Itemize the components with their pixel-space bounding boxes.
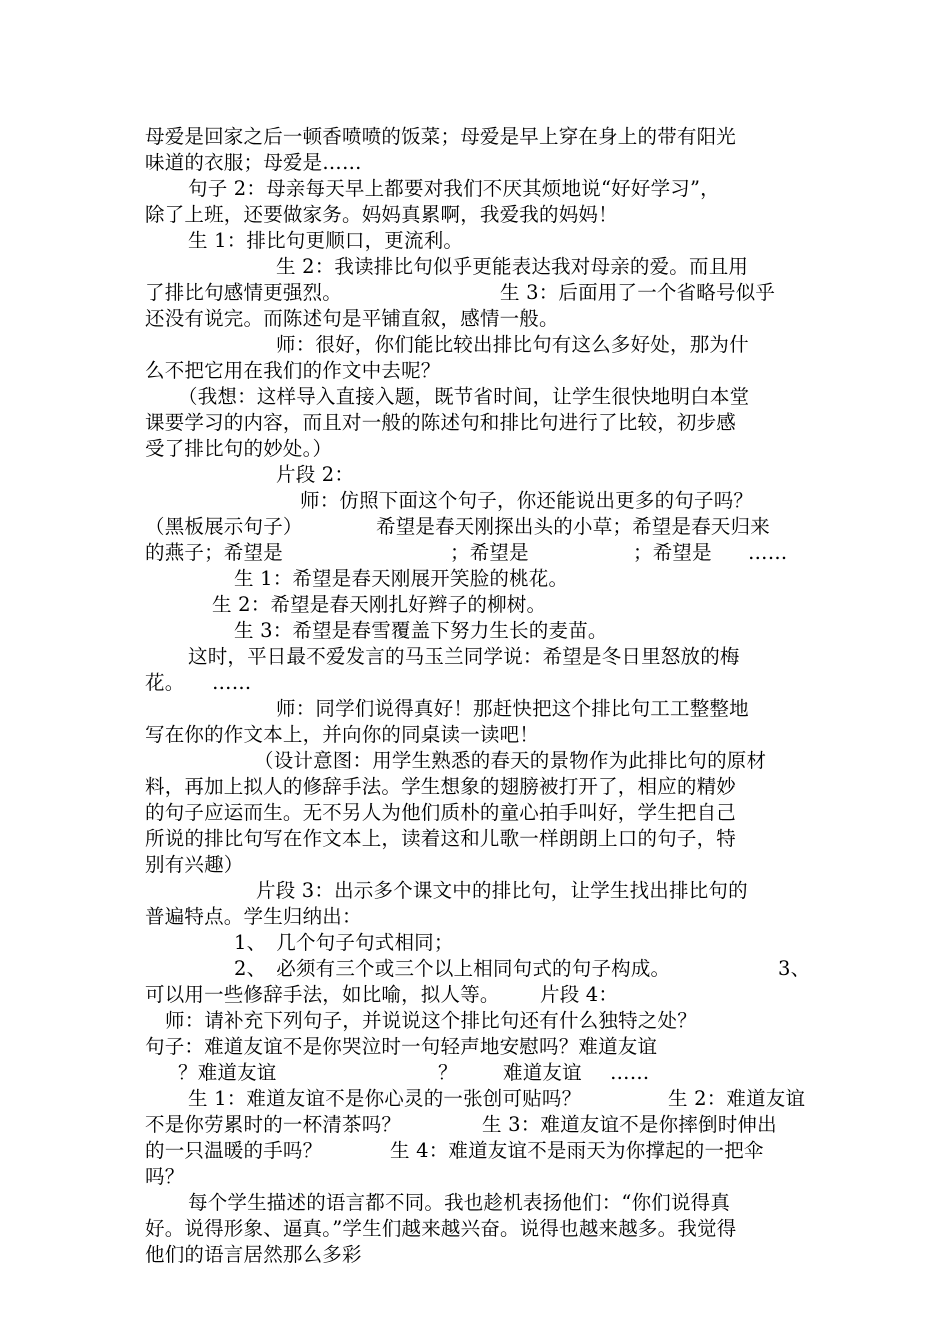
text-line: 每个学生描述的语言都不同。我也趁机表扬他们：“你们说得真 (188, 1191, 731, 1214)
text-line: 写在你的作文本上，并向你的同桌读一读吧！ (145, 723, 540, 746)
text-line: 师：很好，你们能比较出排比句有这么多好处，那为什 (276, 333, 749, 356)
text-line: 师：请补充下列句子，并说说这个排比句还有什么独特之处？ (165, 1009, 697, 1032)
text-line: 不是你劳累时的一杯清茶吗？ (145, 1113, 402, 1136)
text-line: 生 3：后面用了一个省略号似乎 (500, 281, 776, 304)
text-line: …… (748, 541, 788, 564)
text-line: 生 2：难道友谊 (668, 1087, 806, 1110)
text-line: 花。 (145, 671, 185, 694)
text-line: ？难道友谊 (178, 1061, 277, 1084)
text-line: ；希望是 (450, 541, 529, 564)
text-line: 生 3：难道友谊不是你摔倒时伸出 (482, 1113, 777, 1136)
text-line: ；希望是 (633, 541, 712, 564)
text-line: ？ (438, 1061, 458, 1084)
text-line: 难道友谊 (503, 1061, 582, 1084)
text-line: 除了上班，还要做家务。妈妈真累啊，我爱我的妈妈！ (145, 203, 618, 226)
text-line: 他们的语言居然那么多彩 (145, 1243, 362, 1266)
text-line: 的燕子；希望是 (145, 541, 283, 564)
text-line: 还没有说完。而陈述句是平铺直叙，感情一般。 (145, 307, 559, 330)
text-line: 生 1：排比句更顺口，更流利。 (188, 229, 464, 252)
text-line: 味道的衣服；母爱是…… (145, 151, 362, 174)
text-line: 么不把它用在我们的作文中去呢？ (145, 359, 441, 382)
text-line: 所说的排比句写在作文本上，读着这和儿歌一样朗朗上口的句子，特 (145, 827, 737, 850)
text-line: 普遍特点。学生归纳出： (145, 905, 362, 928)
text-line: （设计意图：用学生熟悉的春天的景物作为此排比句的原材 (254, 749, 767, 772)
text-line: 课要学习的内容，而且对一般的陈述句和排比句进行了比较，初步感 (145, 411, 737, 434)
text-line: 希望是春天刚探出头的小草；希望是春天归来 (376, 515, 771, 538)
text-line: 可以用一些修辞手法，如比喻，拟人等。 (145, 983, 500, 1006)
text-line: 3、 (778, 957, 811, 980)
text-line: （黑板展示句子） (145, 515, 303, 538)
text-line: 的句子应运而生。无不另人为他们质朴的童心拍手叫好，学生把自己 (145, 801, 737, 824)
text-line: 片段 2： (276, 463, 355, 486)
text-line: （我想：这样导入直接入题，既节省时间，让学生很快地明白本堂 (178, 385, 750, 408)
text-line: 师：仿照下面这个句子，你还能说出更多的句子吗？ (300, 489, 754, 512)
text-line: 生 4：难道友谊不是雨天为你撑起的一把伞 (390, 1139, 764, 1162)
text-line: 吗？ (145, 1165, 185, 1188)
text-line: …… (610, 1061, 650, 1084)
text-line: 生 2：我读排比句似乎更能表达我对母亲的爱。而且用 (276, 255, 749, 278)
text-line: 别有兴趣） (145, 853, 244, 876)
text-line: 生 1：难道友谊不是你心灵的一张创可贴吗？ (188, 1087, 582, 1110)
text-line: 受了排比句的妙处。） (145, 437, 333, 460)
text-line: 生 2：希望是春天刚扎好辫子的柳树。 (212, 593, 547, 616)
text-line: 了排比句感情更强烈。 (145, 281, 343, 304)
text-line: 的一只温暖的手吗？ (145, 1139, 323, 1162)
text-line: 句子：难道友谊不是你哭泣时一句轻声地安慰吗？难道友谊 (145, 1035, 658, 1058)
text-line: 母爱是回家之后一顿香喷喷的饭菜；母爱是早上穿在身上的带有阳光 (145, 125, 737, 148)
text-line: 2、 必须有三个或三个以上相同句式的句子构成。 (234, 957, 671, 980)
text-line: 生 1：希望是春天刚展开笑脸的桃花。 (234, 567, 569, 590)
text-line: 句子 2：母亲每天早上都要对我们不厌其烦地说“好好学习”， (188, 177, 720, 200)
text-line: 1、 几个句子句式相同； (234, 931, 454, 954)
text-line: 料，再加上拟人的修辞手法。学生想象的翅膀被打开了，相应的精妙 (145, 775, 737, 798)
text-line: 师：同学们说得真好！那赶快把这个排比句工工整整地 (276, 697, 749, 720)
text-line: 这时，平日最不爱发言的马玉兰同学说：希望是冬日里怒放的梅 (188, 645, 740, 668)
text-line: …… (212, 671, 252, 694)
text-line: 片段 3：出示多个课文中的排比句，让学生找出排比句的 (256, 879, 748, 902)
text-line: 生 3：希望是春雪覆盖下努力生长的麦苗。 (234, 619, 608, 642)
text-line: 好。说得形象、逼真。”学生们越来越兴奋。说得也越来越多。我觉得 (145, 1217, 737, 1240)
text-line: 片段 4： (540, 983, 619, 1006)
